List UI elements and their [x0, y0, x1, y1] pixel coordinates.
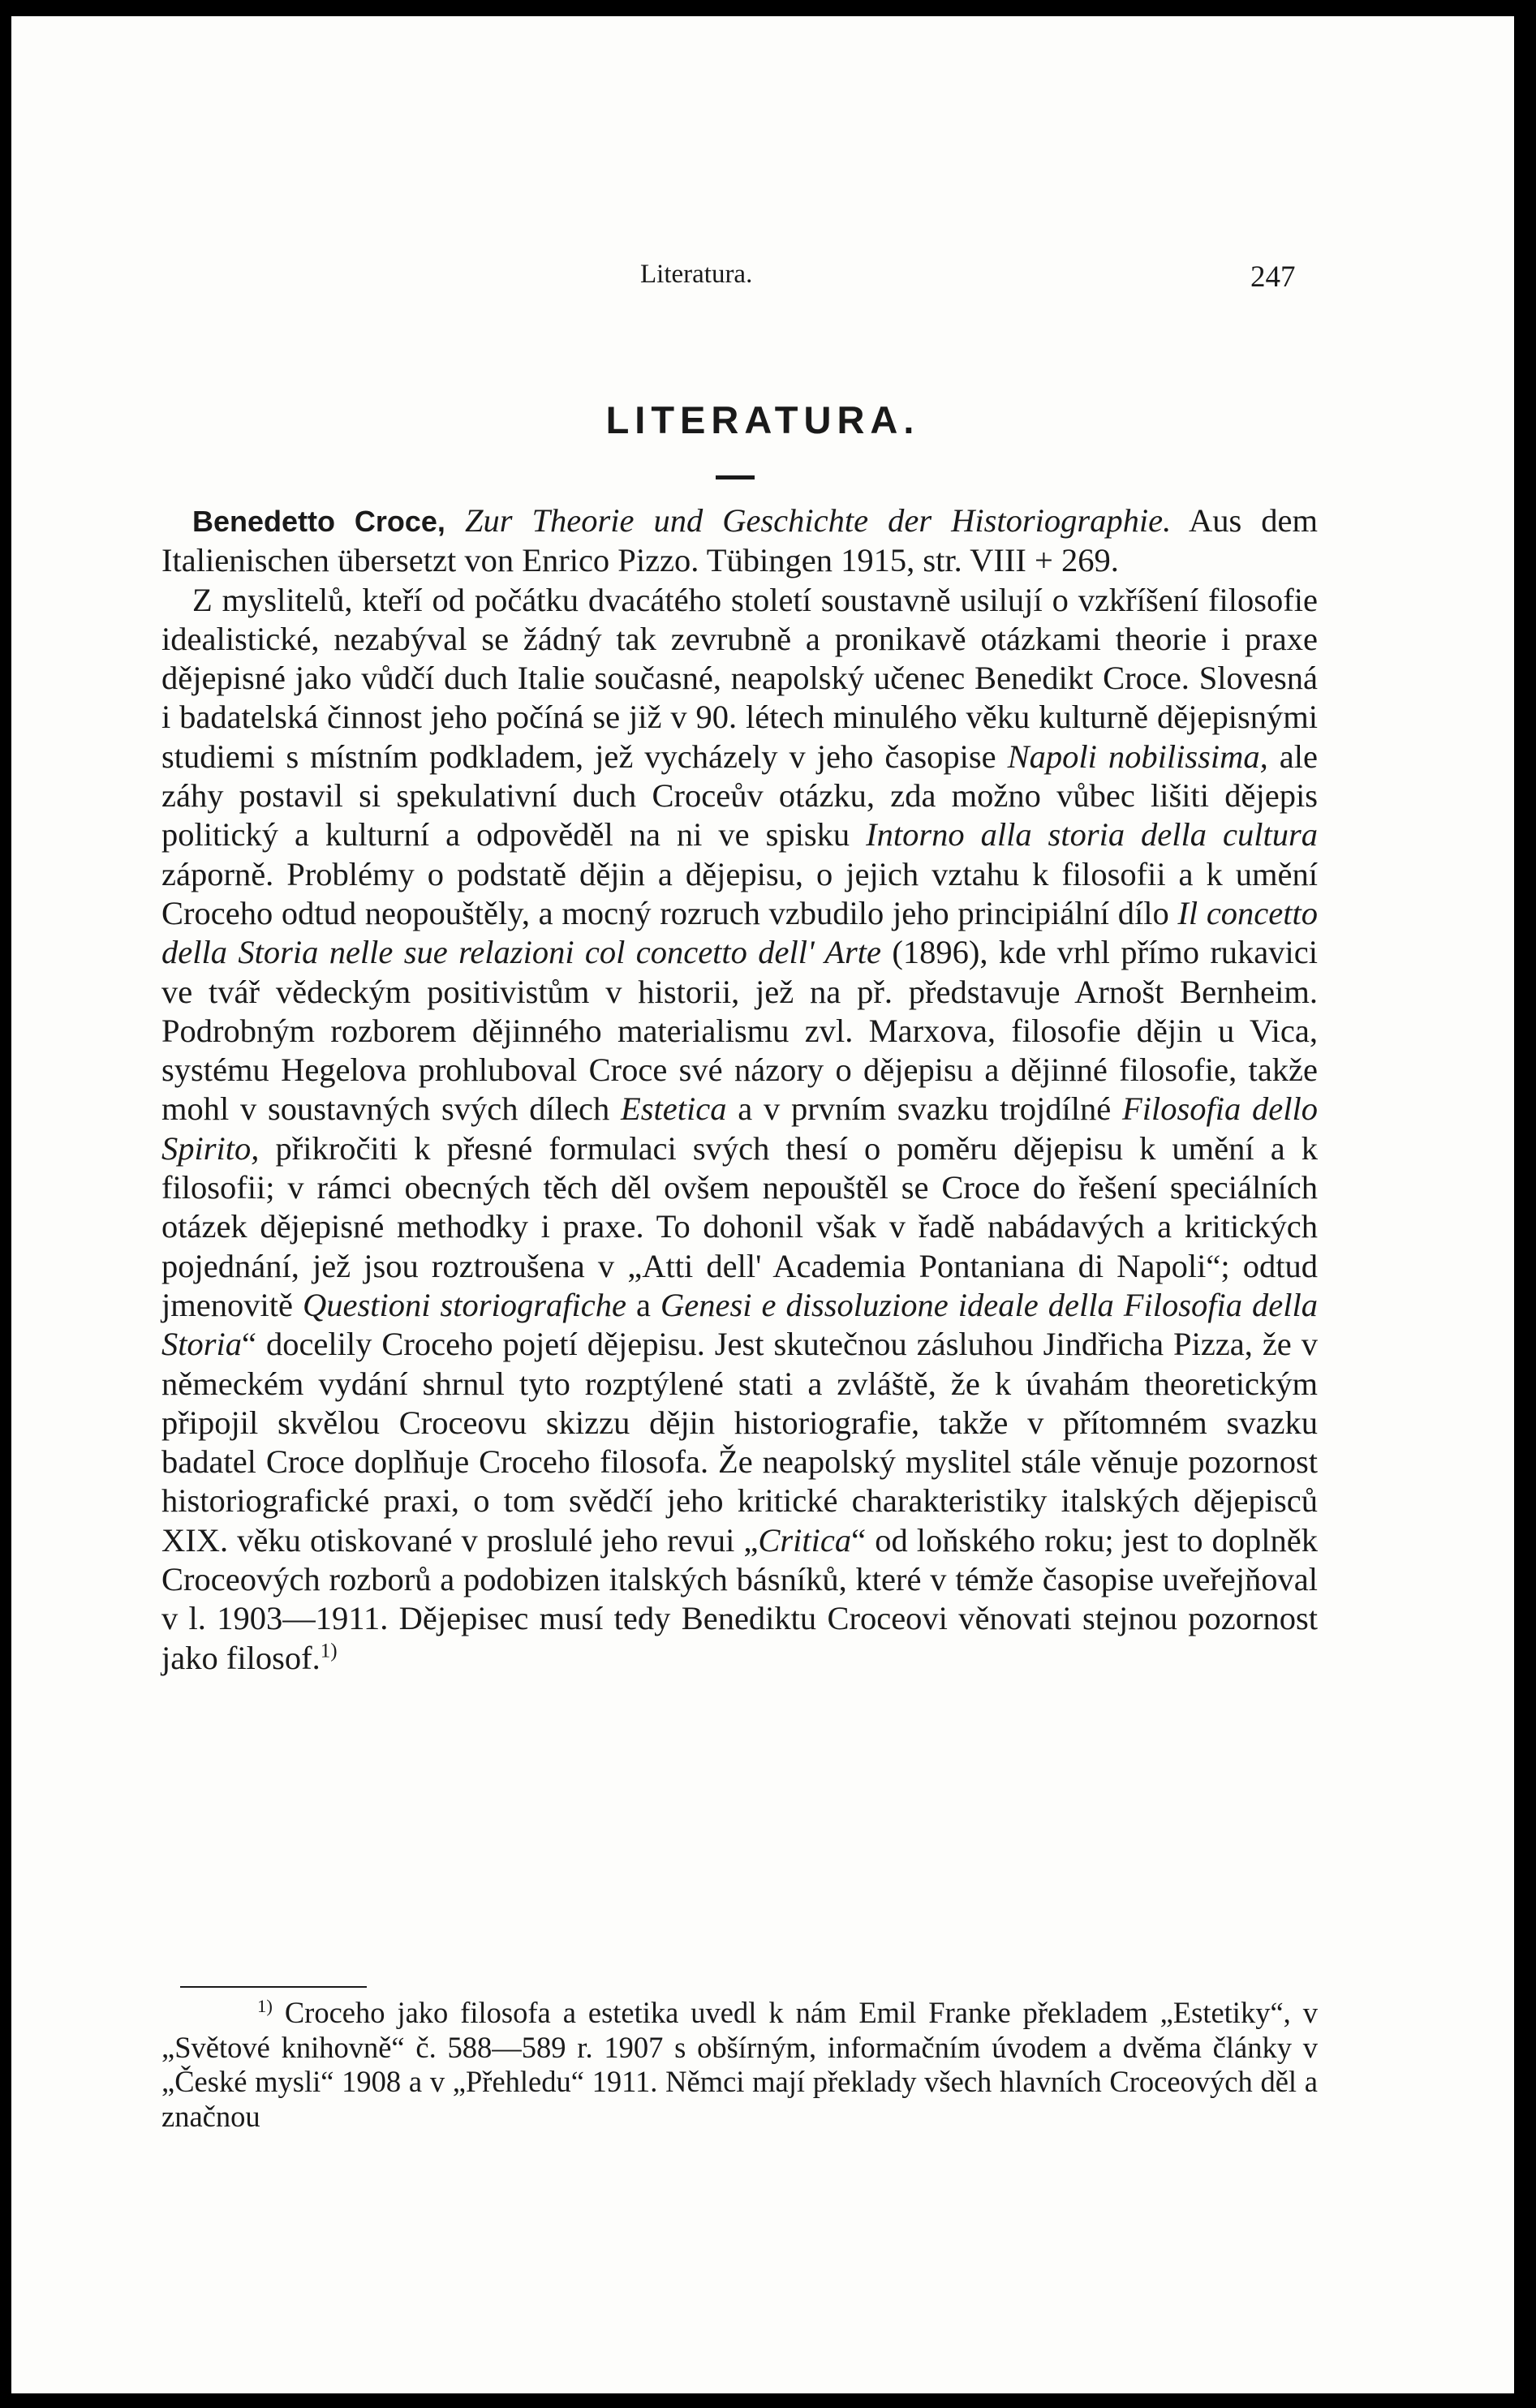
work-title-estetica: Estetica: [621, 1090, 727, 1128]
review-text-9: “ od loňského roku; jest to doplněk Croceových rozborů a podobizen italských básníků, které v témže časopise uveřejňoval v l. 1903—1911. Dějepisec musí tedy Benediktu Croceovi věnovati stejnou pozornost jako filosof.: [161, 1521, 1318, 1676]
review-body: [161, 501, 1318, 1678]
review-text-3: záporně. Problémy o podstatě dějin a dějepisu, o jejich vztahu k filosofii a k umění Croceho odtud neopouštěly, a mocný rozruch vzbudilo jeho principiální dílo: [161, 855, 1318, 931]
footnote: [161, 1996, 1318, 2134]
work-title-questioni: Questioni storiografiche: [302, 1286, 626, 1323]
footnote-reference: 1): [320, 1640, 338, 1662]
work-title-critica: Critica: [758, 1521, 852, 1559]
entry-author: Benedetto Croce,: [192, 505, 445, 538]
review-text-4: (1896), kde vrhl přímo rukavici ve tvář vědeckým positivistům v historii, jež na př. představuje Arnošt Bernheim. Podrobným rozborem dějinného materialismu zvl. Marxova, filosofie dějin u Vica, systému Hegelova prohluboval Croce své názory o dějepisu a dějinné filosofie, takže mohl v soustavných svých dílech: [161, 934, 1319, 1128]
review-text-5: a v prvním svazku trojdílné: [738, 1090, 1112, 1128]
work-title-intorno: Intorno alla storia della cultura: [866, 816, 1318, 854]
entry-publication: Aus dem Italienischen übersetzt von Enrico Pizzo. Tübingen 1915, str. VIII + 269.: [161, 502, 1318, 579]
bibliographic-entry: [161, 501, 1318, 581]
section-heading: LITERATURA.: [605, 398, 920, 441]
running-head: [11, 260, 1514, 300]
entry-title: Zur Theorie und Geschichte der Historiographie.: [464, 502, 1172, 539]
review-text-1: Z myslitelů, kteří od počátku dvacátého století soustavně usilují o vzkříšení filosofie idealistické, nezabýval se žádný tak zevrubně a pronikavě otázkami theorie i praxe dějepisné jako vůdčí duch Italie současné, neapolský učenec Benedikt Croce. Slovesná i badatelská činnost jeho počíná se již v 90. létech minulého věku kulturně dějepisnými studiemi s místním podkladem, jež vycházely v jeho časopise: [161, 581, 1318, 775]
work-title-concetto: Il concetto della Storia nelle sue relazioni col concetto dell' Arte: [161, 894, 1318, 971]
review-text-2: ale záhy postavil si spekulativní duch Croceův otázku, zda možno vůbec lišiti dějepis politický a kulturní a odpověděl na ni ve spisku: [161, 737, 1319, 854]
work-title-napoli: Napoli nobilissima,: [1007, 737, 1268, 775]
book-page: [11, 16, 1514, 2393]
footnote-marker: 1): [257, 1995, 273, 2016]
review-text-7: a: [636, 1286, 651, 1323]
heading-dash-divider: [716, 475, 755, 479]
review-text-8: “ docelily Croceho pojetí dějepisu. Jest skutečnou zásluhou Jindřicha Pizza, že v německém vydání shrnul tyto rozptýlené stati a zvláště, že k úvahám theoretickým připojil skvělou Croceovu skizzu dějin historiografie, takže v přítomném svazku badatel Croce doplňuje Croceho filosofa. Že neapolský myslitel stále věnuje pozornost historiografické praxi, o tom svědčí jeho kritické charakteristiky italských dějepisců XIX. věku otiskované v proslulé jeho revui „: [161, 1326, 1318, 1559]
review-paragraph: [161, 581, 1318, 1678]
page-number: 247: [1250, 260, 1296, 294]
footnote-text: Croceho jako filosofa a estetika uvedl k nám Emil Franke překladem „Estetiky“, v „Světové knihovně“ č. 588—589 r. 1907 s obšírným, informačním úvodem a dvěma články v „České mysli“ 1908 a v „Přehledu“ 1911. Němci mají překlady všech hlavních Croceových děl a značnou: [161, 1996, 1318, 2133]
work-title-genesi: Genesi e dissoluzione ideale della Filosofia della Storia: [161, 1286, 1318, 1363]
review-text-6: přikročiti k přesné formulaci svých thesí o poměru dějepisu k umění a k filosofii; v rámci obecných těch děl ovšem nepouštěl se Croce do řešení speciálních otázek dějepisné methodky i praxe. To dohonil však v řadě nabádavých a kritických pojednání, jež jsou roztroušena v „Atti dell' Academia Pontaniana di Napoli“; odtud jmenovitě: [161, 1129, 1318, 1323]
footnote-rule: [180, 1986, 367, 1988]
work-title-filosofia-spirito: Filosofia dello Spirito,: [161, 1090, 1318, 1167]
running-head-title: Literatura.: [640, 260, 753, 289]
